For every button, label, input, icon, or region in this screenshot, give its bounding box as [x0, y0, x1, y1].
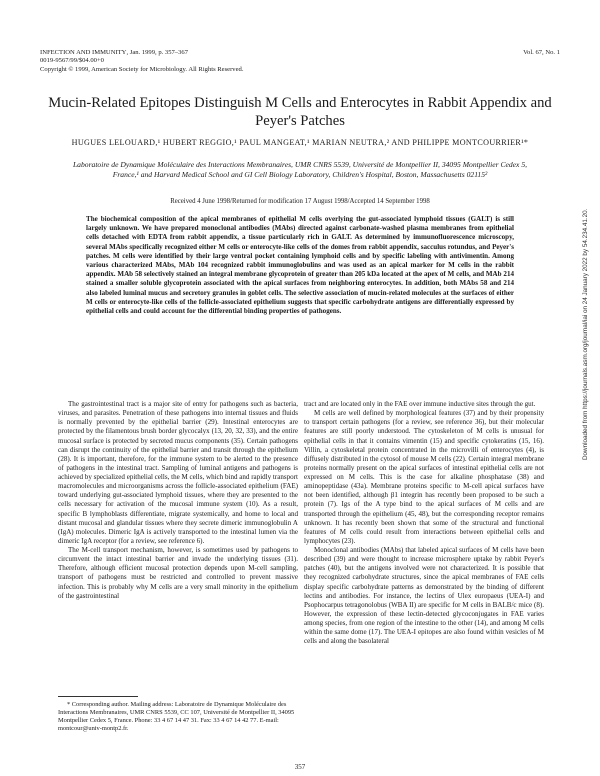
body-paragraph: tract and are located only in the FAE over immune inductive sites through the gut. [304, 400, 536, 408]
footnote-rule [58, 696, 138, 697]
journal-issue: , Jan. 1999, p. 357–367 [126, 49, 188, 56]
journal-header [40, 49, 400, 74]
download-notice: Downloaded from https://journals.asm.org/journal/iai on 24 January 2022 by 54.234.41.20. [582, 208, 589, 460]
left-column [58, 400, 298, 601]
right-column [304, 400, 544, 646]
page-number: 357 [294, 763, 306, 771]
journal-name: INFECTION AND IMMUNITY [40, 49, 127, 56]
corresponding-author-note: * Corresponding author. Mailing address: Laboratoire de Dynamique Moléculaire des Interactions Membranaires, UMR CNRS 5539, CC 107, Université de Montpellier II, 34095 Montpellier Cedex 5, France. Phone: 33 4 67 14 47 31. Fax: 33 4 67 14 42 77. E-mail: montcour@univ-montp2.fr. [58, 701, 295, 732]
article-title: Mucin-Related Epitopes Distinguish M Cells and Enterocytes in Rabbit Appendix and Peyer's Patches [48, 95, 552, 129]
journal-issn: 0019-9567/99/$04.00+0 [40, 57, 104, 65]
footnote [58, 701, 298, 733]
body-paragraph: The gastrointestinal tract is a major site of entry for pathogens such as bacteria, viruses, and parasites. Penetration of these pathogens into internal tissues and fluids is normally prevented by the epithelial barrier (29). Intestinal enterocytes are protected by the filamentous brush border glycocalyx (13, 20, 32, 33), and the entire mucosal surface is protected by secreted mucus components (35). Certain pathogens can disrupt the continuity of the epithelial barrier and transit through the epithelium (28). It is important, therefore, for the immune system to be alerted to the presence of pathogens in the intestinal tract. Sampling of luminal antigens and pathogens is achieved by specialized epithelial cells, the M cells, which bind and rapidly transport macromolecules and microorganisms across the follicle-associated epithelium (FAE) toward underlying gut-associated lymphoid tissues, where they are presented to the cells necessary for activation of the mucosal immune system (10). As a result, specific B lymphoblasts differentiate, migrate systemically, and home to local and distant mucosal and glandular tissues where they secrete dimeric immunoglobulin A (IgA) molecules. Dimeric IgA is actively transported to the intestinal lumen via the dimeric IgA receptor (for a review, see reference 6). [58, 400, 298, 545]
copyright-line: Copyright © 1999, American Society for Microbiology. All Rights Reserved. [40, 65, 244, 73]
body-paragraph: M cells are well defined by morphological features (37) and by their propensity to transport certain pathogens (for a review, see reference 36), but their molecular features are still poorly understood. The cytoskeleton of M cells is unusual for epithelial cells in that it contains vimentin (15) and specific cytokeratins (15, 16). Villin, a cytoskeletal protein concentrated in the microvilli of enterocytes (4), is diffusely distributed in the cytosol of mouse M cells (22). Certain integral membrane proteins normally present on the apical surfaces of intestinal epithelial cells are not expressed on M cells. This is the case for alkaline phosphatase (38) and aminopeptidase (43a). Membrane proteins specific to M-cell apical surfaces have not been identified, although β1 integrin has recently been proposed to be such a protein (7). Igs of the A type bind to the apical surfaces of M cells and are transported through the epithelium (45, 48), but the corresponding receptor remains unknown. It has recently been shown that some of the structural and functional features of M cells could result from interactions between epithelial cells and lymphocytes (23). [304, 409, 544, 545]
author-list: HUGUES LELOUARD,¹ HUBERT REGGIO,¹ PAUL MANGEAT,¹ MARIAN NEUTRA,² AND PHILIPPE MONTCOURRIER¹* [71, 138, 529, 147]
received-dates: Received 4 June 1998/Returned for modification 17 August 1998/Accepted 14 September 1998 [170, 198, 430, 205]
author-affiliation: Laboratoire de Dynamique Moléculaire des Interactions Membranaires, UMR CNRS 5539, Université de Montpellier II, 34095 Montpellier Cedex 5, France,¹ and Harvard Medical School and GI Cell Biology Laboratory, Children's Hospital, Boston, Massachusetts 02115² [72, 160, 528, 179]
body-paragraph: Monoclonal antibodies (MAbs) that labeled apical surfaces of M cells have been described (39) and were thought to increase microsphere uptake by rabbit Peyer's patches (40), but the antigens involved were not characterized. It is possible that they recognized carbohydrate structures, since the apical membranes of FAE cells display specific carbohydrate patterns as demonstrated by the binding of different lectins and antibodies. For instance, the lectins of Ulex europaeus (UEA-I) and Psophocarpus tetragonolobus (WBA II) are specific for M cells in BALB/c mice (8). However, the expression of these lectin-detected glycoconjugates in FAE varies among species, from one region of the intestine to the other (14), and among M cells within the same dome (17). The UEA-I epitopes are also found within vesicles of M cells and along the basolateral [304, 546, 544, 646]
abstract: The biochemical composition of the apical membranes of epithelial M cells overlying the gut-associated lymphoid tissues (GALT) is still largely unknown. We have prepared monoclonal antibodies (MAbs) directed against carbonate-washed plasma membranes from epithelial cells detached with EDTA from rabbit appendix, a tissue particularly rich in GALT. As determined by immunofluorescence microscopy, several MAbs specifically recognized either M cells or enterocyte-like cells of the domes from rabbit appendix, sacculus rotundus, and Peyer's patches. M cells were identified by their large ventral pocket containing lymphoid cells and by specific labeling with antivimentin. Among various characterized MAbs, MAb 104 recognized rabbit immunoglobulins and was used as an apical marker for M cells in the rabbit appendix. MAb 58 selectively stained an integral membrane glycoprotein of greater than 205 kDa located at the apex of M cells, and MAb 214 stained a smaller soluble glycoprotein associated with the apical surfaces from neighboring enterocytes. In addition, both MAbs 58 and 214 also labeled luminal mucus and secretory granules in goblet cells. The selective association of mucin-related molecules at the surfaces of either M cells or enterocyte-like cells of the follicle-associated epithelium suggests that specific carbohydrate antigens are differentially expressed by epithelial cells and could account for the differential binding properties of pathogens. [86, 215, 514, 315]
body-paragraph: The M-cell transport mechanism, however, is sometimes used by pathogens to circumvent the intact intestinal barrier and invade the underlying tissues (31). Therefore, although efficient mucosal protection depends upon M-cell sampling, transport of pathogens must be restricted and controlled to prevent massive infection. This is probably why M cells are a very small minority in the epithelium of the gastrointestinal [58, 546, 298, 600]
journal-volume: Vol. 67, No. 1 [523, 49, 560, 56]
